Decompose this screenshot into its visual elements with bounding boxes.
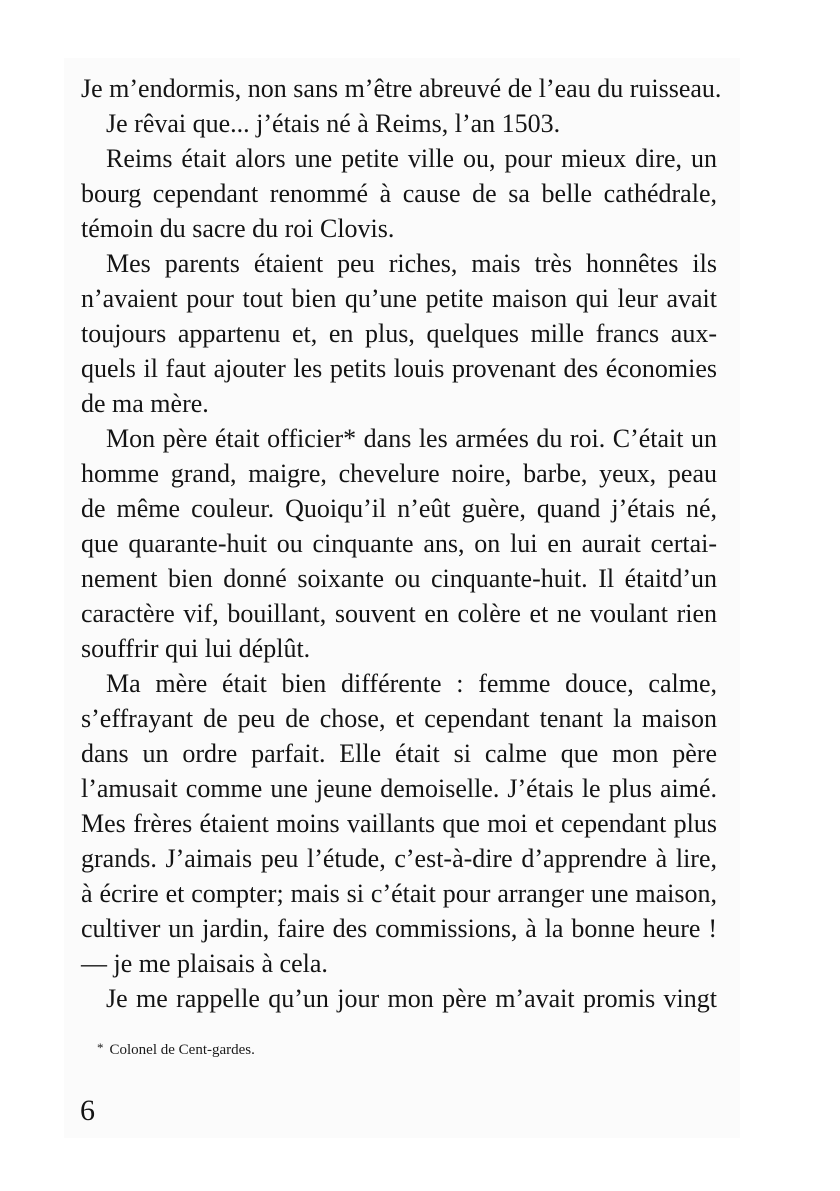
text-line: à écrire et compter; mais si c’était pour arranger une maison, (81, 879, 717, 908)
text-line: cultiver un jardin, faire des commissions, à la bonne heure ! (81, 914, 717, 943)
text-line: toujours appartenu et, en plus, quelques mille francs aux- (81, 319, 717, 348)
text-line: s’effrayant de peu de chose, et cependant tenant la maison (81, 704, 717, 733)
text-line: grands. J’aimais peu l’étude, c’est-à-dire d’apprendre à lire, (81, 844, 717, 873)
text-line: — je me plaisais à cela. (81, 949, 328, 978)
text-line: l’amusait comme une jeune demoiselle. J’étais le plus aimé. (81, 774, 717, 803)
text-line: bourg cependant renommé à cause de sa belle cathédrale, (81, 179, 717, 208)
text-line: Je me rappelle qu’un jour mon père m’avait promis vingt (106, 984, 717, 1013)
text-line: Mes parents étaient peu riches, mais très honnêtes ils (106, 249, 717, 278)
body-text (81, 71, 722, 1016)
text-line: caractère vif, bouillant, souvent en colère et ne voulant rien (81, 599, 717, 628)
text-line: de même couleur. Quoiqu’il n’eût guère, quand j’étais né, (81, 494, 717, 523)
text-line: quels il faut ajouter les petits louis provenant des économies (81, 354, 717, 383)
text-line: Ma mère était bien différente : femme douce, calme, (106, 669, 717, 698)
text-line: n’avaient pour tout bien qu’une petite maison qui leur avait (81, 284, 717, 313)
text-line: Reims était alors une petite ville ou, pour mieux dire, un (106, 144, 717, 173)
footnote-marker: * (97, 1040, 104, 1055)
text-line: témoin du sacre du roi Clovis. (81, 214, 395, 243)
text-line: Je m’endormis, non sans m’être abreuvé de l’eau du ruisseau. (81, 74, 722, 103)
text-line: dans un ordre parfait. Elle était si calme que mon père (81, 739, 717, 768)
text-line: nement bien donné soixante ou cinquante-huit. Il étaitd’un (81, 564, 717, 593)
text-line: Je rêvai que... j’étais né à Reims, l’an 1503. (106, 109, 561, 138)
text-line: que quarante-huit ou cinquante ans, on lui en aurait certai- (81, 529, 717, 558)
text-line: homme grand, maigre, chevelure noire, barbe, yeux, peau (81, 459, 717, 488)
footnote-text: Colonel de Cent-gardes. (109, 1042, 255, 1058)
text-line: souffrir qui lui déplût. (81, 634, 311, 663)
text-line: Mes frères étaient moins vaillants que moi et cependant plus (81, 809, 717, 838)
text-line: Mon père était officier* dans les armées du roi. C’était un (106, 424, 717, 453)
text-line: de ma mère. (81, 389, 209, 418)
footnote (97, 1040, 255, 1059)
page-number: 6 (80, 1094, 95, 1127)
